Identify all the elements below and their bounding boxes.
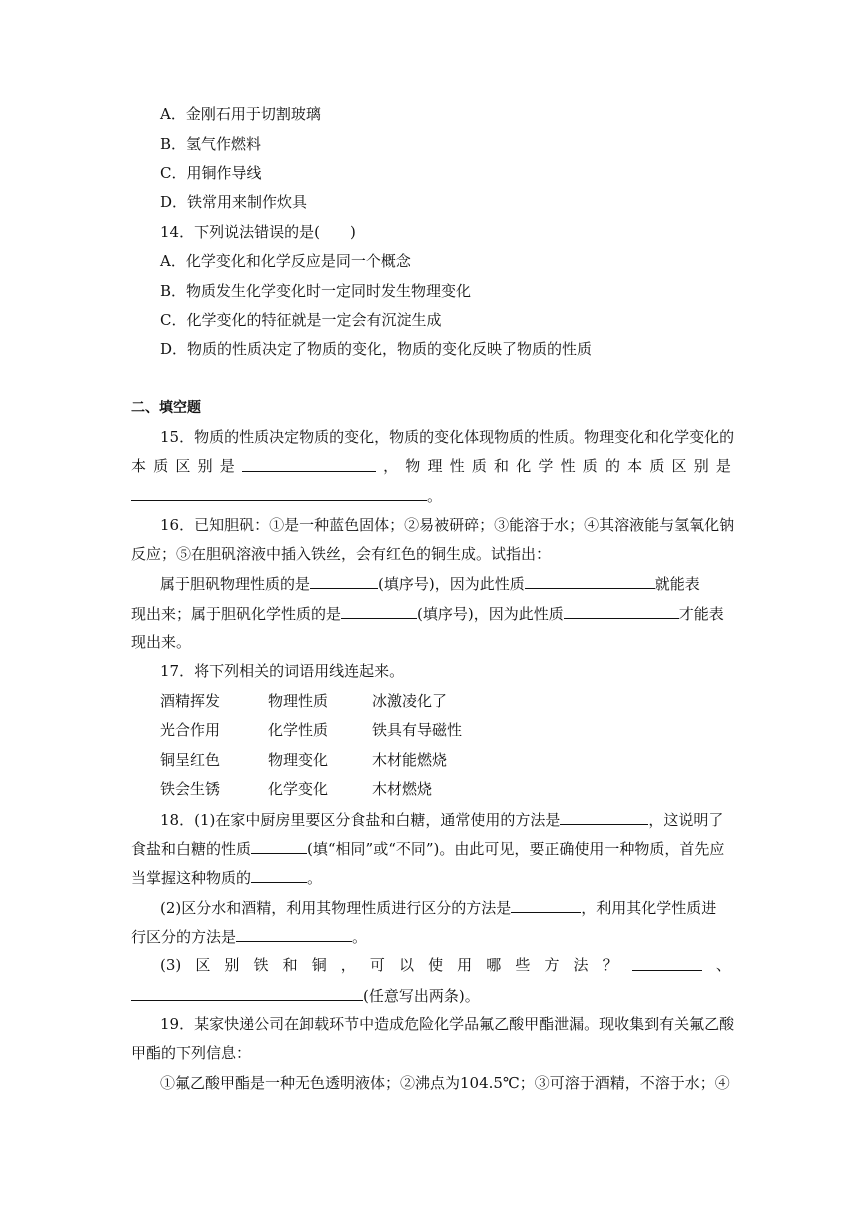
q17-col3-item: 冰激凌化了 <box>372 692 448 710</box>
q16-blank-physical[interactable] <box>310 574 378 589</box>
q15-char: 的 <box>604 457 620 475</box>
q19-line-1: 19．某家快递公司在卸载环节中造成危险化学品氟乙酸甲酯泄漏。现收集到有关氟乙酸 <box>160 1015 735 1033</box>
q17-col3-item: 木材燃烧 <box>372 780 433 798</box>
q17-col1-item: 铁会生锈 <box>160 780 221 798</box>
q18-text: (2)区分水和酒精，利用其物理性质进行区分的方法是 <box>160 899 512 917</box>
q15-char: 化 <box>516 457 532 475</box>
q18-char: ？ <box>602 956 618 974</box>
q16-text: (填序号)，因为此性质 <box>378 575 525 593</box>
q18-blank-property[interactable] <box>251 868 307 883</box>
q17-col1-item: 铜呈红色 <box>160 751 221 769</box>
q18-text: 。 <box>307 869 323 887</box>
q15-char: ， <box>383 457 399 475</box>
q18-char: 、 <box>715 956 731 974</box>
q15-blank-2[interactable] <box>131 486 427 501</box>
q18-char: 别 <box>224 956 240 974</box>
q16-line-5: 现出来。 <box>131 633 192 651</box>
q18-line-2 <box>131 839 724 858</box>
q15-char: 和 <box>494 457 510 475</box>
q14-option-c: C．化学变化的特征就是一定会有沉淀生成 <box>160 311 442 329</box>
q15-char: 是 <box>715 457 731 475</box>
q15-line-3 <box>131 486 442 505</box>
q19-line-2: 甲酯的下列信息： <box>131 1044 252 1062</box>
q18-line-4 <box>160 898 716 917</box>
q18-text: 18．(1)在家中厨房里要区分食盐和白糖，通常使用的方法是 <box>160 811 561 829</box>
q18-char: 和 <box>282 956 298 974</box>
q18-text: 行区分的方法是 <box>131 928 237 946</box>
q15-char: 性 <box>449 457 465 475</box>
q16-blank-physical-reason[interactable] <box>525 574 655 589</box>
q18-blank-method-1[interactable] <box>632 956 702 971</box>
q13-option-d: D．铁常用来制作炊具 <box>160 193 308 211</box>
q15-period: 。 <box>427 487 443 505</box>
q18-char: 以 <box>398 956 414 974</box>
q18-line-7 <box>131 986 480 1005</box>
q18-char: 方 <box>544 956 560 974</box>
q15-char: 质 <box>153 457 169 475</box>
q18-line-5 <box>131 927 367 946</box>
q16-text: (填序号)，因为此性质 <box>417 605 564 623</box>
q18-line-1 <box>160 810 723 829</box>
q17-col2-item: 物理变化 <box>268 751 329 769</box>
q18-char: 铁 <box>253 956 269 974</box>
q18-text: (填“相同”或“不同”)。由此可见，要正确使用一种物质，首先应 <box>307 840 725 858</box>
q16-blank-chemical-reason[interactable] <box>564 604 679 619</box>
q18-blank-chemical-method[interactable] <box>236 927 352 942</box>
q18-text: (任意写出两条)。 <box>363 987 480 1005</box>
q14-option-b: B．物质发生化学变化时一定同时发生物理变化 <box>160 282 472 300</box>
q17-stem: 17．将下列相关的词语用线连起来。 <box>160 662 405 680</box>
q16-blank-chemical[interactable] <box>341 604 417 619</box>
q18-char: 些 <box>515 956 531 974</box>
q17-col2-item: 化学变化 <box>268 780 329 798</box>
q17-col2-item: 化学性质 <box>268 721 329 739</box>
q18-char: 哪 <box>486 956 502 974</box>
section-title: 二、填空题 <box>131 400 201 416</box>
q16-line-1: 16．已知胆矾：①是一种蓝色固体；②易被研碎；③能溶于水；④其溶液能与氢氧化钠 <box>160 516 735 534</box>
q18-blank-physical-method[interactable] <box>511 898 581 913</box>
q18-line-3 <box>131 868 322 887</box>
q13-option-a: A．金刚石用于切割玻璃 <box>160 105 321 123</box>
q18-blank-method-2[interactable] <box>131 986 363 1001</box>
q16-line-3 <box>160 574 700 593</box>
q16-line-2: 反应；⑤在胆矾溶液中插入铁丝，会有红色的铜生成。试指出： <box>131 545 552 563</box>
q15-char: 区 <box>671 457 687 475</box>
q17-col3-item: 木材能燃烧 <box>372 751 448 769</box>
q18-line-6 <box>160 956 731 974</box>
q15-char: 性 <box>560 457 576 475</box>
q13-option-c: C．用铜作导线 <box>160 164 262 182</box>
q16-text: 现出来；属于胆矾化学性质的是 <box>131 605 342 623</box>
q19-line-3: ①氟乙酸甲酯是一种无色透明液体；②沸点为104.5℃；③可溶于酒精，不溶于水；④ <box>160 1074 730 1092</box>
q15-char: 质 <box>649 457 665 475</box>
q15-char: 学 <box>538 457 554 475</box>
q15-line-1: 15．物质的性质决定物质的变化，物质的变化体现物质的性质。物理变化和化学变化的 <box>160 428 735 446</box>
q17-col1-item: 光合作用 <box>160 721 221 739</box>
q16-line-4 <box>131 604 724 623</box>
q18-char: (3) <box>160 956 182 974</box>
q18-text: ，这说明了 <box>648 811 724 829</box>
q15-char: 区 <box>175 457 191 475</box>
q15-char: 质 <box>582 457 598 475</box>
q15-line-2 <box>131 457 731 475</box>
q14-option-a: A．化学变化和化学反应是同一个概念 <box>160 252 411 270</box>
q15-char: 物 <box>405 457 421 475</box>
q18-text: 当掌握这种物质的 <box>131 869 252 887</box>
q18-char: 法 <box>573 956 589 974</box>
q14-option-d: D．物质的性质决定了物质的变化，物质的变化反映了物质的性质 <box>160 340 593 358</box>
q17-col3-item: 铁具有导磁性 <box>372 721 463 739</box>
q15-char: 本 <box>627 457 643 475</box>
q16-text: 属于胆矾物理性质的是 <box>160 575 311 593</box>
q15-char: 别 <box>693 457 709 475</box>
q18-char: 铜 <box>311 956 327 974</box>
q18-text: 食盐和白糖的性质 <box>131 840 252 858</box>
q15-char: 质 <box>471 457 487 475</box>
q18-char: ， <box>340 956 356 974</box>
q17-col1-item: 酒精挥发 <box>160 692 221 710</box>
q18-char: 用 <box>457 956 473 974</box>
q15-blank-1[interactable] <box>242 457 376 472</box>
q14-stem: 14．下列说法错误的是( ) <box>160 223 356 241</box>
q15-char: 理 <box>427 457 443 475</box>
q18-text: 。 <box>352 928 368 946</box>
q18-char: 使 <box>428 956 444 974</box>
q18-blank-same-different[interactable] <box>251 839 307 854</box>
q15-char: 本 <box>131 457 147 475</box>
q18-text: ，利用其化学性质进 <box>581 899 717 917</box>
q13-option-b: B．氢气作燃料 <box>160 135 262 153</box>
q18-blank-method[interactable] <box>560 810 648 825</box>
q18-char: 区 <box>195 956 211 974</box>
q15-char: 是 <box>219 457 235 475</box>
q16-text: 才能表 <box>678 605 724 623</box>
q18-char: 可 <box>369 956 385 974</box>
q17-col2-item: 物理性质 <box>268 692 329 710</box>
q15-char: 别 <box>197 457 213 475</box>
q16-text: 就能表 <box>654 575 700 593</box>
